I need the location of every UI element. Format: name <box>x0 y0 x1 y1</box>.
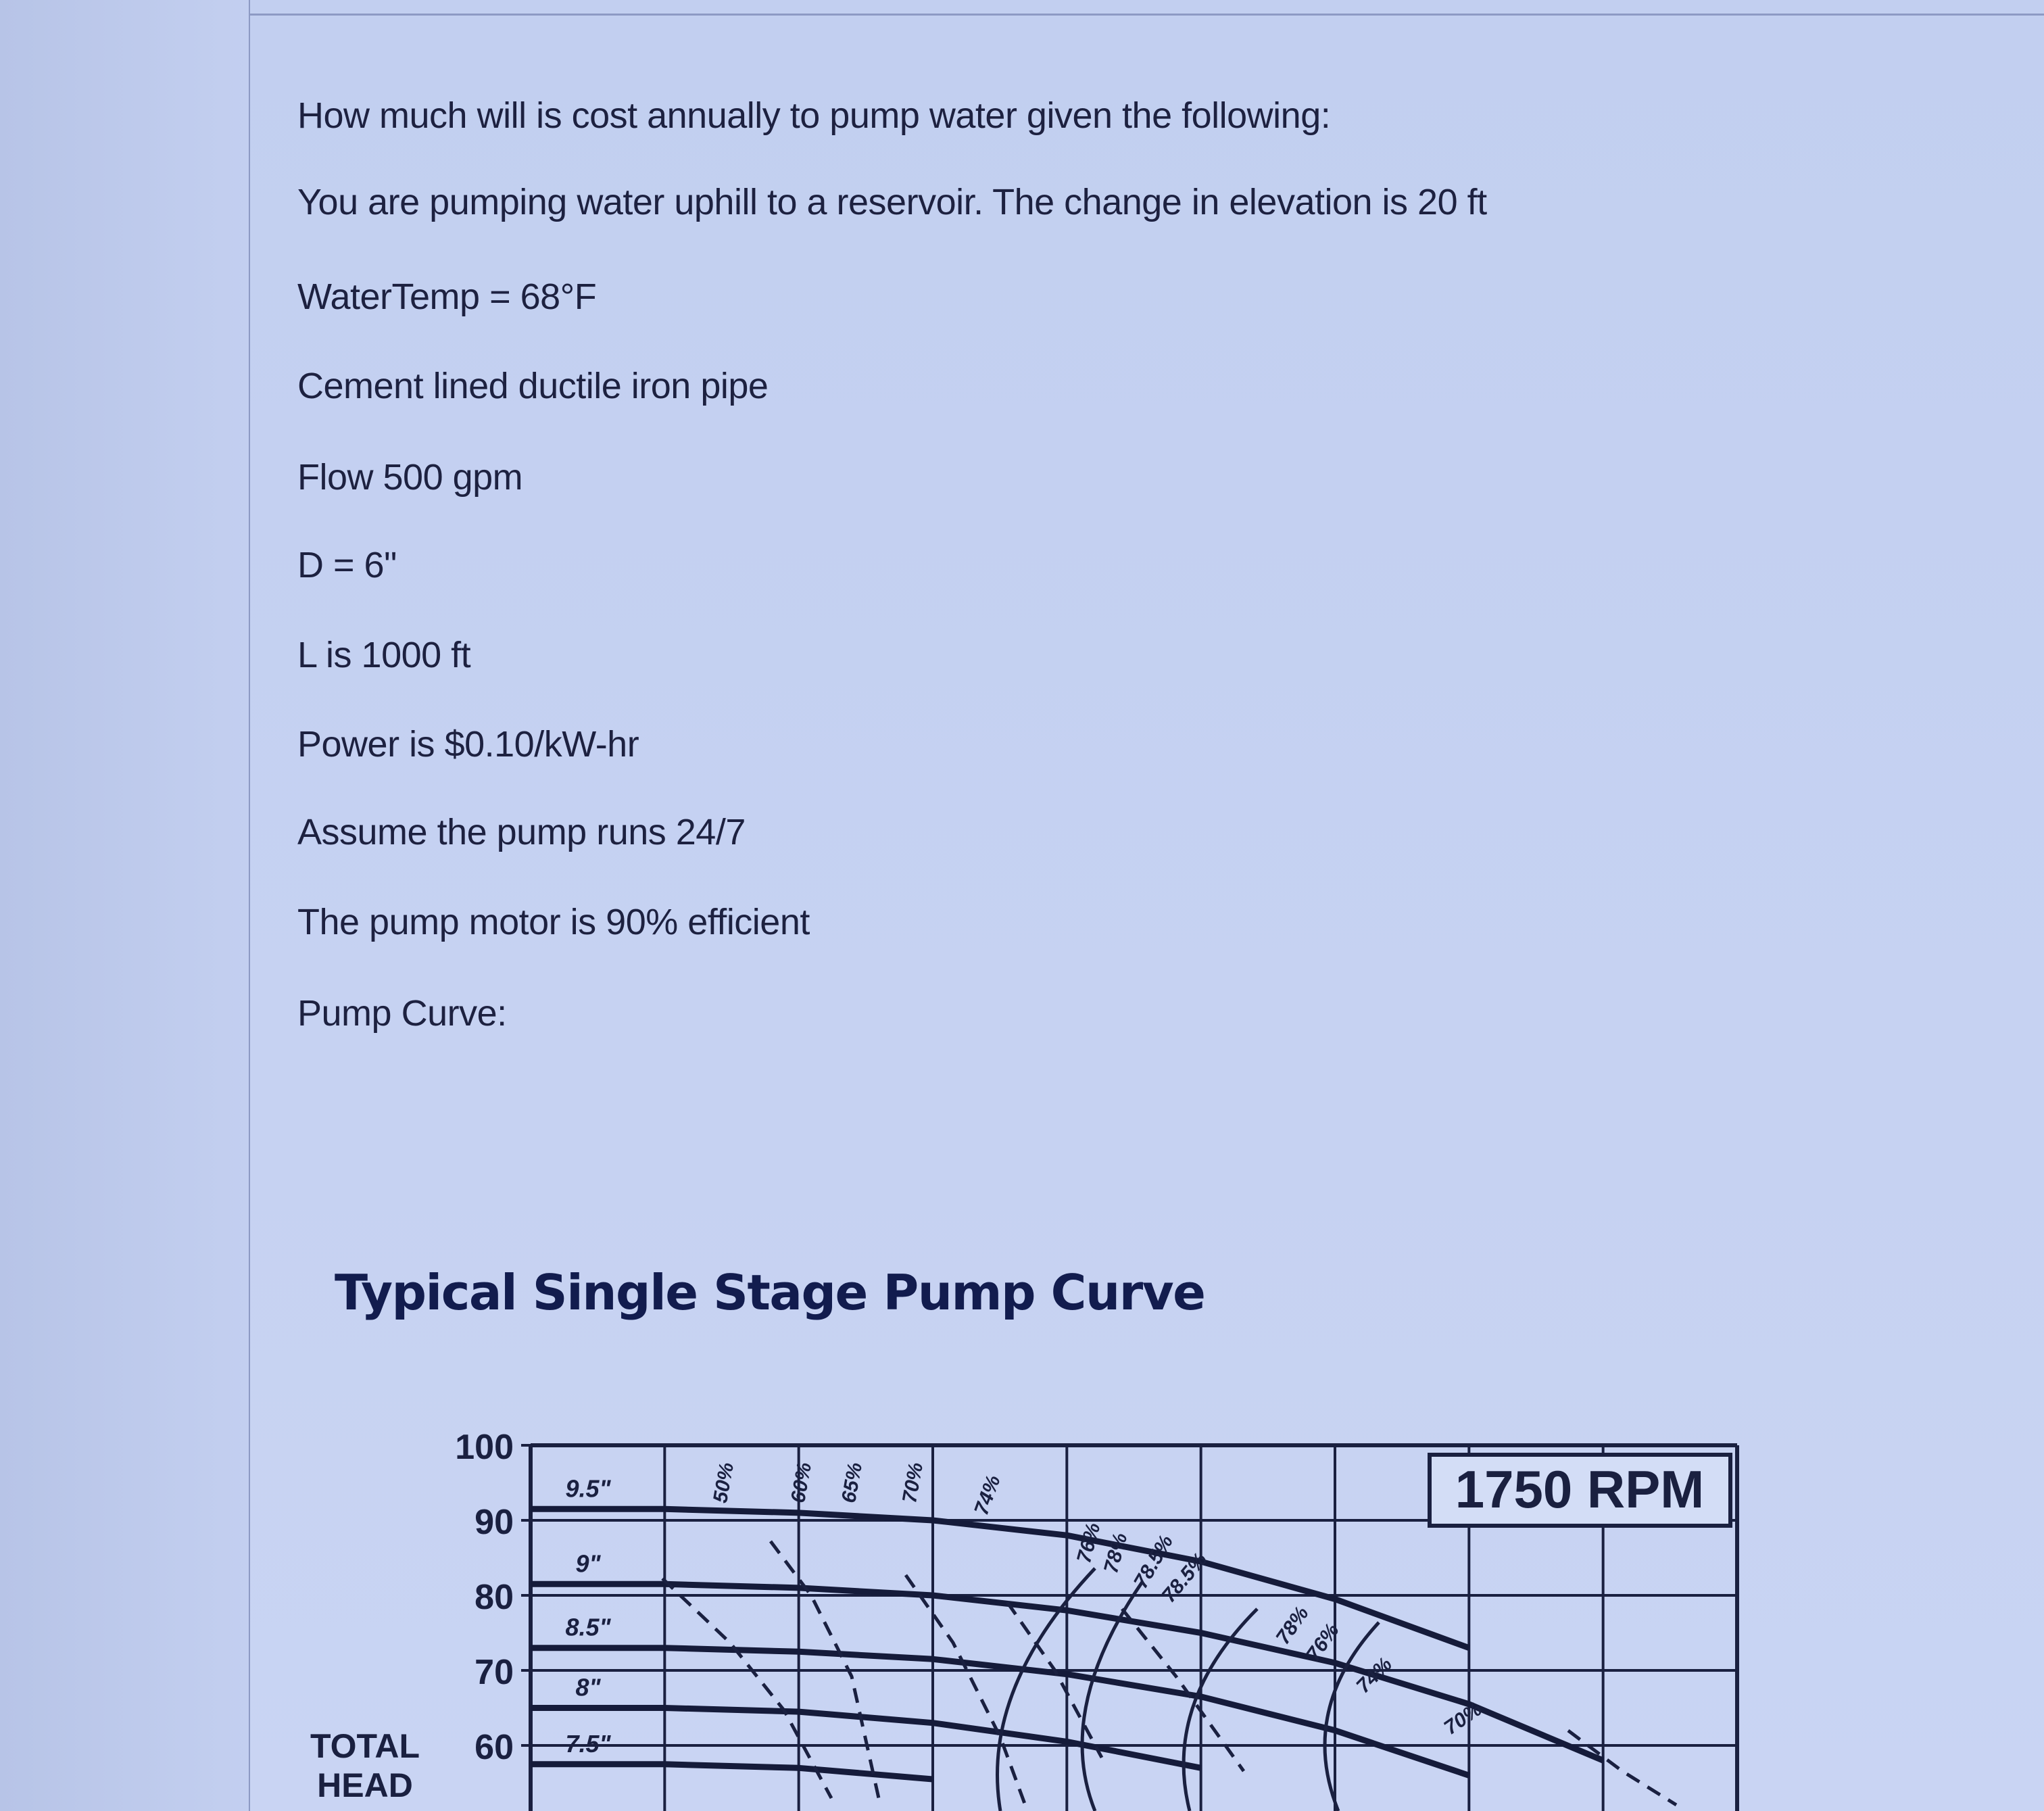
question-line-1: How much will is cost annually to pump water given the following: <box>297 95 1331 136</box>
question-line-5: Flow 500 gpm <box>297 457 523 498</box>
question-line-3: WaterTemp = 68°F <box>297 276 597 317</box>
impeller-label: 8.5" <box>565 1613 611 1641</box>
efficiency-label: 76% <box>1073 1520 1105 1566</box>
question-line-11: Pump Curve: <box>297 993 507 1034</box>
efficiency-label: 78% <box>1271 1602 1313 1649</box>
y-tick-label: 60 <box>474 1728 514 1767</box>
y-tick-label: 100 <box>455 1428 514 1467</box>
y-axis-label: HEAD <box>317 1766 413 1804</box>
impeller-label: 9.5" <box>565 1474 611 1503</box>
y-tick-label: 70 <box>474 1653 514 1692</box>
question-line-10: The pump motor is 90% efficient <box>297 902 810 942</box>
efficiency-label: 60% <box>787 1460 817 1505</box>
question-line-4: Cement lined ductile iron pipe <box>297 366 769 406</box>
impeller-label: 7.5" <box>565 1729 611 1758</box>
efficiency-label: 78.5% <box>1157 1548 1212 1608</box>
top-divider <box>249 14 2044 16</box>
question-line-6: D = 6" <box>297 545 397 585</box>
efficiency-label: 74% <box>1352 1653 1397 1698</box>
efficiency-label: 50% <box>709 1460 739 1505</box>
pump-curve-svg <box>297 1420 1784 1811</box>
y-axis-label: TOTAL <box>310 1727 420 1765</box>
efficiency-label: 74% <box>970 1472 1005 1518</box>
impeller-label: 8" <box>575 1673 601 1701</box>
pump-curve-chart <box>297 1420 1784 1811</box>
efficiency-label: 78% <box>1100 1530 1132 1576</box>
efficiency-label: 70% <box>1440 1697 1486 1739</box>
efficiency-label: 70% <box>898 1460 928 1505</box>
efficiency-label: 65% <box>837 1460 867 1505</box>
question-line-7: L is 1000 ft <box>297 635 471 675</box>
chart-title: Typical Single Stage Pump Curve <box>335 1264 1205 1321</box>
efficiency-label: 76% <box>1302 1619 1344 1666</box>
impeller-label: 9" <box>575 1549 601 1578</box>
efficiency-arc-3 <box>1325 1622 1379 1811</box>
left-margin <box>0 0 249 1811</box>
efficiency-label: 78.5% <box>1129 1531 1178 1593</box>
rpm-label: 1750 RPM <box>1455 1459 1705 1519</box>
question-line-9: Assume the pump runs 24/7 <box>297 812 746 852</box>
efficiency-isoline-5 <box>1568 1731 1676 1805</box>
y-tick-label: 80 <box>474 1578 514 1617</box>
question-line-8: Power is $0.10/kW-hr <box>297 724 639 765</box>
question-line-2: You are pumping water uphill to a reservoir. The change in elevation is 20 ft <box>297 182 1487 222</box>
y-tick-label: 90 <box>474 1503 514 1542</box>
